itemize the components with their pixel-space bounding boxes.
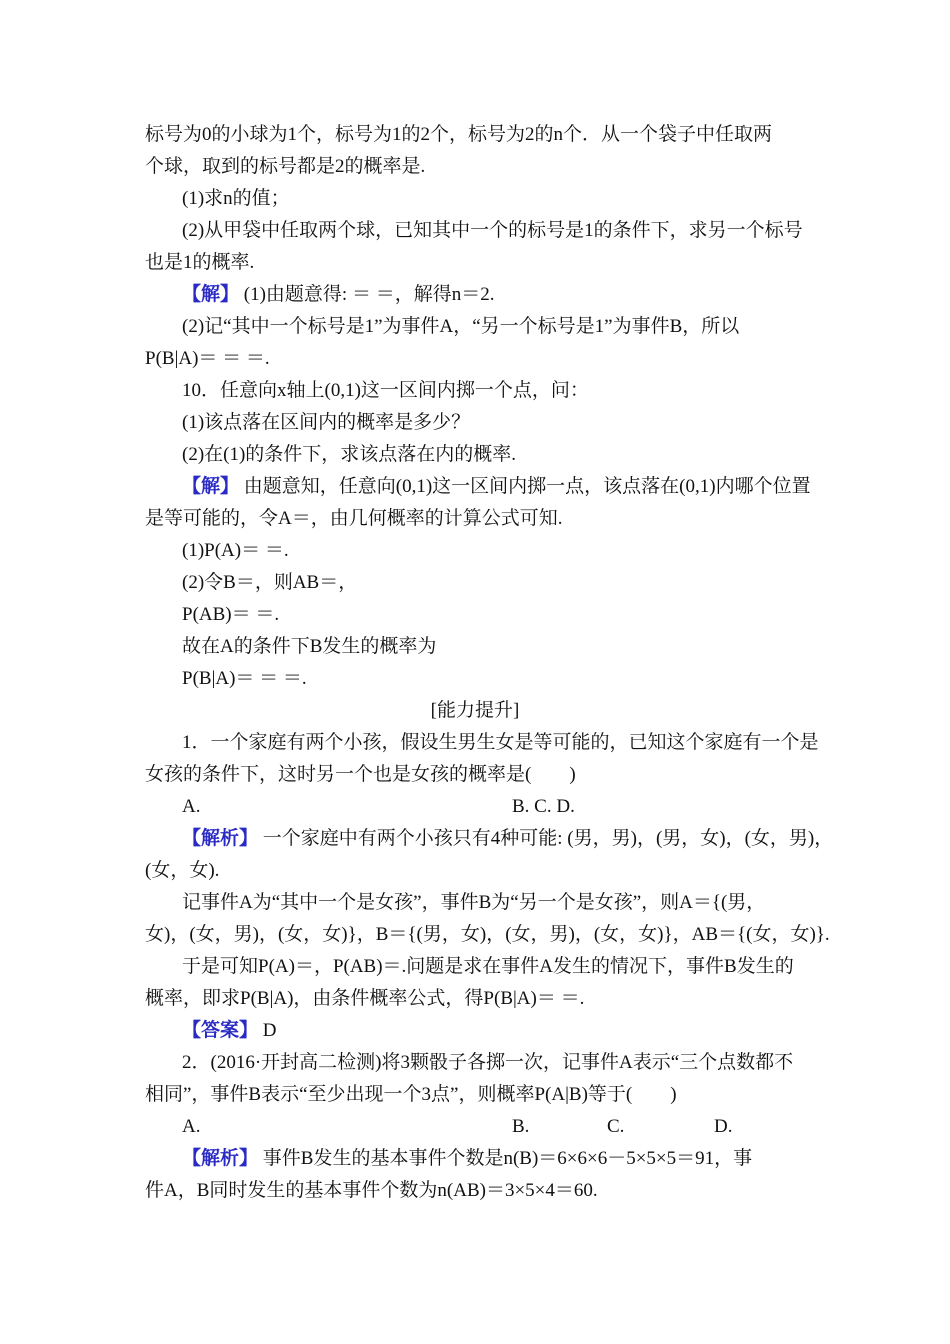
text-line: (1)求n的值； xyxy=(182,188,290,209)
text-line: 也是1的概率. xyxy=(145,252,255,273)
answer-text: D xyxy=(258,1020,277,1041)
text-line: (1)P(A)＝ ＝. xyxy=(182,540,289,561)
option-a: A. xyxy=(182,796,201,817)
text-line: 概率，即求P(B|A)，由条件概率公式，得P(B|A)＝ ＝. xyxy=(145,988,585,1009)
text-line: (2)令B＝，则AB＝， xyxy=(182,572,358,593)
text-line: P(AB)＝ ＝. xyxy=(182,604,280,625)
text-line: (2)记“其中一个标号是1”为事件A，“另一个标号是1”为事件B，所以 xyxy=(182,316,740,337)
text-line: P(B|A)＝ ＝ ＝. xyxy=(145,348,270,369)
solution-line xyxy=(182,475,811,499)
analysis-line xyxy=(182,1147,752,1171)
solution-text: 由题意知，任意向(0,1)这一区间内掷一点，该点落在(0,1)内哪个位置 xyxy=(239,476,811,497)
analysis-text: 一个家庭中有两个小孩只有4种可能: (男，男)，(男，女)，(女，男)， xyxy=(258,828,834,849)
text-line: (2)从甲袋中任取两个球，已知其中一个的标号是1的条件下，求另一个标号 xyxy=(182,220,803,241)
option-b: B. xyxy=(512,1116,530,1137)
text-line: 记事件A为“其中一个是女孩”，事件B为“另一个是女孩”，则A＝{(男， xyxy=(182,892,766,913)
question-line: 10．任意向x轴上(0,1)这一区间内掷一个点，问： xyxy=(182,380,589,401)
text-line: 标号为0的小球为1个，标号为1的2个，标号为2的n个．从一个袋子中任取两 xyxy=(145,124,773,145)
text-line: 故在A的条件下B发生的概率为 xyxy=(182,636,437,657)
text-line: P(B|A)＝ ＝ ＝. xyxy=(182,668,307,689)
analysis-tag: 【解析】 xyxy=(182,1148,259,1169)
answer-tag: 【答案】 xyxy=(182,1020,259,1041)
options-line xyxy=(182,1115,733,1139)
text-line: (女，女). xyxy=(145,860,220,881)
option-d: D. xyxy=(714,1116,733,1137)
text-line: 个球，取到的标号都是2的概率是. xyxy=(145,156,426,177)
text-line: 女)，(女，男)，(女，女)}，B＝{(男，女)，(女，男)，(女，女)}，AB＝{(女，女)}. xyxy=(145,924,830,945)
option-c: C. xyxy=(607,1116,625,1137)
options-line xyxy=(182,795,575,819)
analysis-tag: 【解析】 xyxy=(182,828,259,849)
answer-line xyxy=(182,1019,277,1043)
text-line: (2)在(1)的条件下，求该点落在内的概率. xyxy=(182,444,517,465)
option-b-c-d: B. C. D. xyxy=(512,796,575,817)
text-line: 相同”，事件B表示“至少出现一个3点”，则概率P(A|B)等于( ) xyxy=(145,1084,677,1105)
solution-text: (1)由题意得: ＝ ＝，解得n＝2. xyxy=(239,284,495,305)
text-line: 件A，B同时发生的基本事件个数为n(AB)＝3×5×4＝60. xyxy=(145,1180,598,1201)
text-line: (1)该点落在区间内的概率是多少？ xyxy=(182,412,471,433)
analysis-text: 事件B发生的基本事件个数是n(B)＝6×6×6－5×5×5＝91，事 xyxy=(258,1148,753,1169)
section-heading: [能力提升] xyxy=(430,700,520,721)
solution-line xyxy=(182,283,494,307)
question-line: 1．一个家庭有两个小孩，假设生男生女是等可能的，已知这个家庭有一个是 xyxy=(182,732,819,753)
question-line: 2．(2016·开封高二检测)将3颗骰子各掷一次，记事件A表示“三个点数都不 xyxy=(182,1052,794,1073)
text-line: 于是可知P(A)＝，P(AB)＝.问题是求在事件A发生的情况下，事件B发生的 xyxy=(182,956,794,977)
text-line: 女孩的条件下，这时另一个也是女孩的概率是( ) xyxy=(145,764,576,785)
option-a: A. xyxy=(182,1116,201,1137)
analysis-line xyxy=(182,827,833,851)
text-line: 是等可能的，令A＝，由几何概率的计算公式可知. xyxy=(145,508,563,529)
solution-tag: 【解】 xyxy=(182,284,240,305)
solution-tag: 【解】 xyxy=(182,476,240,497)
